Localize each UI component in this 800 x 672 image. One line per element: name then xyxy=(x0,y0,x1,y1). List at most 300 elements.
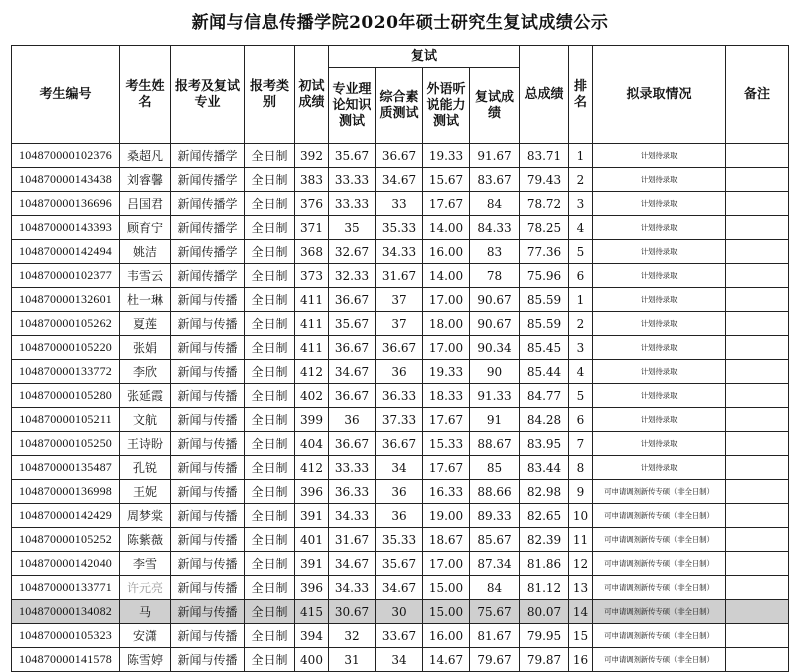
header-lang: 外语听说能力测试 xyxy=(423,68,470,144)
admission-status-cell: 计划待录取 xyxy=(593,264,726,288)
study-type-cell: 全日制 xyxy=(245,600,295,624)
admission-status-cell: 计划待录取 xyxy=(593,456,726,480)
table-row xyxy=(12,288,789,312)
language-test-score-cell: 17.00 xyxy=(423,552,470,576)
student-id-cell: 104870000105211 xyxy=(12,408,120,432)
note-cell xyxy=(726,216,789,240)
study-type-cell: 全日制 xyxy=(245,480,295,504)
note-cell xyxy=(726,456,789,480)
rank-cell: 11 xyxy=(569,528,593,552)
retest-score-cell: 91 xyxy=(470,408,520,432)
admission-status-cell: 可申请调剂新传专硕（非全日制） xyxy=(593,480,726,504)
table-row xyxy=(12,264,789,288)
initial-score-cell: 396 xyxy=(295,480,329,504)
study-type-cell: 全日制 xyxy=(245,576,295,600)
table-row xyxy=(12,648,789,672)
retest-score-cell: 90.67 xyxy=(470,312,520,336)
student-name-cell: 许元亮 xyxy=(120,576,171,600)
initial-score-cell: 373 xyxy=(295,264,329,288)
major-cell: 新闻与传播 xyxy=(171,504,245,528)
study-type-cell: 全日制 xyxy=(245,456,295,480)
note-cell xyxy=(726,240,789,264)
total-score-cell: 85.45 xyxy=(520,336,569,360)
professional-test-score-cell: 36.33 xyxy=(329,480,376,504)
student-id-cell: 104870000142494 xyxy=(12,240,120,264)
total-score-cell: 81.12 xyxy=(520,576,569,600)
language-test-score-cell: 16.00 xyxy=(423,624,470,648)
initial-score-cell: 400 xyxy=(295,648,329,672)
header-total: 总成绩 xyxy=(520,46,569,144)
table-row xyxy=(12,216,789,240)
language-test-score-cell: 18.33 xyxy=(423,384,470,408)
note-cell xyxy=(726,552,789,576)
comprehensive-test-score-cell: 35.33 xyxy=(376,216,423,240)
header-id: 考生编号 xyxy=(12,46,120,144)
student-name-cell: 杜一琳 xyxy=(120,288,171,312)
professional-test-score-cell: 30.67 xyxy=(329,600,376,624)
note-cell xyxy=(726,480,789,504)
comprehensive-test-score-cell: 30 xyxy=(376,600,423,624)
study-type-cell: 全日制 xyxy=(245,264,295,288)
major-cell: 新闻与传播 xyxy=(171,312,245,336)
major-cell: 新闻传播学 xyxy=(171,264,245,288)
student-name-cell: 夏莲 xyxy=(120,312,171,336)
total-score-cell: 79.87 xyxy=(520,648,569,672)
comprehensive-test-score-cell: 34.33 xyxy=(376,240,423,264)
initial-score-cell: 402 xyxy=(295,384,329,408)
rank-cell: 4 xyxy=(569,216,593,240)
total-score-cell: 77.36 xyxy=(520,240,569,264)
note-cell xyxy=(726,576,789,600)
rank-cell: 15 xyxy=(569,624,593,648)
rank-cell: 6 xyxy=(569,408,593,432)
professional-test-score-cell: 31 xyxy=(329,648,376,672)
initial-score-cell: 371 xyxy=(295,216,329,240)
initial-score-cell: 399 xyxy=(295,408,329,432)
initial-score-cell: 368 xyxy=(295,240,329,264)
major-cell: 新闻传播学 xyxy=(171,240,245,264)
language-test-score-cell: 17.00 xyxy=(423,288,470,312)
total-score-cell: 83.95 xyxy=(520,432,569,456)
total-score-cell: 84.28 xyxy=(520,408,569,432)
rank-cell: 1 xyxy=(569,288,593,312)
comprehensive-test-score-cell: 33 xyxy=(376,192,423,216)
admission-status-cell: 计划待录取 xyxy=(593,408,726,432)
retest-score-cell: 84 xyxy=(470,192,520,216)
student-name-cell: 安潇 xyxy=(120,624,171,648)
admission-status-cell: 可申请调剂新传专硕（非全日制） xyxy=(593,552,726,576)
header-plan: 拟录取情况 xyxy=(593,46,726,144)
admission-status-cell: 计划待录取 xyxy=(593,240,726,264)
professional-test-score-cell: 33.33 xyxy=(329,456,376,480)
student-id-cell: 104870000143393 xyxy=(12,216,120,240)
comprehensive-test-score-cell: 34 xyxy=(376,648,423,672)
retest-score-cell: 85.67 xyxy=(470,528,520,552)
retest-score-cell: 90 xyxy=(470,360,520,384)
admission-status-cell: 计划待录取 xyxy=(593,432,726,456)
major-cell: 新闻与传播 xyxy=(171,432,245,456)
note-cell xyxy=(726,384,789,408)
admission-status-cell: 计划待录取 xyxy=(593,144,726,168)
study-type-cell: 全日制 xyxy=(245,384,295,408)
professional-test-score-cell: 35.67 xyxy=(329,144,376,168)
table-row xyxy=(12,552,789,576)
table-row xyxy=(12,576,789,600)
note-cell xyxy=(726,624,789,648)
student-id-cell: 104870000142429 xyxy=(12,504,120,528)
retest-score-cell: 83 xyxy=(470,240,520,264)
study-type-cell: 全日制 xyxy=(245,312,295,336)
professional-test-score-cell: 36.67 xyxy=(329,384,376,408)
admission-status-cell: 计划待录取 xyxy=(593,216,726,240)
initial-score-cell: 404 xyxy=(295,432,329,456)
note-cell xyxy=(726,360,789,384)
retest-score-cell: 81.67 xyxy=(470,624,520,648)
retest-score-cell: 79.67 xyxy=(470,648,520,672)
major-cell: 新闻与传播 xyxy=(171,360,245,384)
professional-test-score-cell: 36.67 xyxy=(329,288,376,312)
comprehensive-test-score-cell: 37 xyxy=(376,312,423,336)
admission-status-cell: 计划待录取 xyxy=(593,168,726,192)
retest-score-cell: 91.67 xyxy=(470,144,520,168)
student-name-cell: 陈紫薇 xyxy=(120,528,171,552)
note-cell xyxy=(726,288,789,312)
major-cell: 新闻与传播 xyxy=(171,624,245,648)
comprehensive-test-score-cell: 36.67 xyxy=(376,144,423,168)
student-id-cell: 104870000142040 xyxy=(12,552,120,576)
professional-test-score-cell: 35.67 xyxy=(329,312,376,336)
initial-score-cell: 411 xyxy=(295,288,329,312)
note-cell xyxy=(726,264,789,288)
major-cell: 新闻与传播 xyxy=(171,528,245,552)
language-test-score-cell: 19.33 xyxy=(423,144,470,168)
table-row xyxy=(12,432,789,456)
retest-score-cell: 91.33 xyxy=(470,384,520,408)
header-type: 报考类别 xyxy=(245,46,295,144)
table-row xyxy=(12,312,789,336)
header-name: 考生姓名 xyxy=(120,46,171,144)
total-score-cell: 85.59 xyxy=(520,312,569,336)
comprehensive-test-score-cell: 36.33 xyxy=(376,384,423,408)
major-cell: 新闻与传播 xyxy=(171,480,245,504)
comprehensive-test-score-cell: 34.67 xyxy=(376,576,423,600)
note-cell xyxy=(726,168,789,192)
student-id-cell: 104870000105323 xyxy=(12,624,120,648)
student-id-cell: 104870000133772 xyxy=(12,360,120,384)
retest-score-cell: 90.67 xyxy=(470,288,520,312)
rank-cell: 13 xyxy=(569,576,593,600)
language-test-score-cell: 18.67 xyxy=(423,528,470,552)
rank-cell: 10 xyxy=(569,504,593,528)
comprehensive-test-score-cell: 36 xyxy=(376,360,423,384)
retest-score-cell: 89.33 xyxy=(470,504,520,528)
retest-score-cell: 78 xyxy=(470,264,520,288)
study-type-cell: 全日制 xyxy=(245,240,295,264)
student-id-cell: 104870000141578 xyxy=(12,648,120,672)
table-row xyxy=(12,240,789,264)
major-cell: 新闻与传播 xyxy=(171,648,245,672)
comprehensive-test-score-cell: 36.67 xyxy=(376,432,423,456)
language-test-score-cell: 17.00 xyxy=(423,336,470,360)
table-row xyxy=(12,168,789,192)
student-name-cell: 李雪 xyxy=(120,552,171,576)
table-row xyxy=(12,192,789,216)
major-cell: 新闻与传播 xyxy=(171,384,245,408)
major-cell: 新闻传播学 xyxy=(171,168,245,192)
total-score-cell: 79.43 xyxy=(520,168,569,192)
header-prof: 专业理论知识测试 xyxy=(329,68,376,144)
table-row xyxy=(12,600,789,624)
study-type-cell: 全日制 xyxy=(245,528,295,552)
study-type-cell: 全日制 xyxy=(245,360,295,384)
language-test-score-cell: 16.33 xyxy=(423,480,470,504)
retest-score-cell: 85 xyxy=(470,456,520,480)
admission-status-cell: 计划待录取 xyxy=(593,336,726,360)
student-name-cell: 姚洁 xyxy=(120,240,171,264)
admission-status-cell: 计划待录取 xyxy=(593,192,726,216)
initial-score-cell: 401 xyxy=(295,528,329,552)
total-score-cell: 83.44 xyxy=(520,456,569,480)
student-name-cell: 孔锐 xyxy=(120,456,171,480)
student-id-cell: 104870000105250 xyxy=(12,432,120,456)
table-row xyxy=(12,384,789,408)
professional-test-score-cell: 32.67 xyxy=(329,240,376,264)
retest-score-cell: 87.34 xyxy=(470,552,520,576)
professional-test-score-cell: 36.67 xyxy=(329,432,376,456)
student-name-cell: 文航 xyxy=(120,408,171,432)
study-type-cell: 全日制 xyxy=(245,504,295,528)
language-test-score-cell: 17.67 xyxy=(423,456,470,480)
admission-status-cell: 计划待录取 xyxy=(593,360,726,384)
header-retest: 复试成绩 xyxy=(470,68,520,144)
table-row xyxy=(12,408,789,432)
language-test-score-cell: 17.67 xyxy=(423,192,470,216)
major-cell: 新闻与传播 xyxy=(171,288,245,312)
major-cell: 新闻与传播 xyxy=(171,336,245,360)
total-score-cell: 79.95 xyxy=(520,624,569,648)
admission-status-cell: 可申请调剂新传专硕（非全日制） xyxy=(593,648,726,672)
major-cell: 新闻与传播 xyxy=(171,456,245,480)
professional-test-score-cell: 36.67 xyxy=(329,336,376,360)
admission-status-cell: 可申请调剂新传专硕（非全日制） xyxy=(593,624,726,648)
language-test-score-cell: 14.67 xyxy=(423,648,470,672)
study-type-cell: 全日制 xyxy=(245,192,295,216)
note-cell xyxy=(726,312,789,336)
student-name-cell: 马 xyxy=(120,600,171,624)
rank-cell: 4 xyxy=(569,360,593,384)
study-type-cell: 全日制 xyxy=(245,408,295,432)
header-major: 报考及复试专业 xyxy=(171,46,245,144)
student-id-cell: 104870000105262 xyxy=(12,312,120,336)
student-name-cell: 张娟 xyxy=(120,336,171,360)
comprehensive-test-score-cell: 35.67 xyxy=(376,552,423,576)
professional-test-score-cell: 35 xyxy=(329,216,376,240)
major-cell: 新闻传播学 xyxy=(171,216,245,240)
note-cell xyxy=(726,504,789,528)
major-cell: 新闻与传播 xyxy=(171,600,245,624)
initial-score-cell: 412 xyxy=(295,360,329,384)
student-id-cell: 104870000102376 xyxy=(12,144,120,168)
student-name-cell: 王诗盼 xyxy=(120,432,171,456)
professional-test-score-cell: 36 xyxy=(329,408,376,432)
retest-score-cell: 88.67 xyxy=(470,432,520,456)
header-initial: 初试成绩 xyxy=(295,46,329,144)
student-name-cell: 吕国君 xyxy=(120,192,171,216)
rank-cell: 7 xyxy=(569,432,593,456)
admission-status-cell: 计划待录取 xyxy=(593,384,726,408)
retest-score-cell: 75.67 xyxy=(470,600,520,624)
initial-score-cell: 411 xyxy=(295,336,329,360)
comprehensive-test-score-cell: 31.67 xyxy=(376,264,423,288)
header-note: 备注 xyxy=(726,46,789,144)
comprehensive-test-score-cell: 34 xyxy=(376,456,423,480)
total-score-cell: 85.59 xyxy=(520,288,569,312)
table-row xyxy=(12,456,789,480)
language-test-score-cell: 18.00 xyxy=(423,312,470,336)
admission-status-cell: 计划待录取 xyxy=(593,312,726,336)
rank-cell: 5 xyxy=(569,384,593,408)
professional-test-score-cell: 33.33 xyxy=(329,192,376,216)
language-test-score-cell: 15.00 xyxy=(423,576,470,600)
header-rank: 排名 xyxy=(569,46,593,144)
study-type-cell: 全日制 xyxy=(245,648,295,672)
student-id-cell: 104870000105252 xyxy=(12,528,120,552)
table-row xyxy=(12,504,789,528)
professional-test-score-cell: 32 xyxy=(329,624,376,648)
total-score-cell: 85.44 xyxy=(520,360,569,384)
student-name-cell: 周梦棠 xyxy=(120,504,171,528)
comprehensive-test-score-cell: 37.33 xyxy=(376,408,423,432)
study-type-cell: 全日制 xyxy=(245,168,295,192)
note-cell xyxy=(726,408,789,432)
note-cell xyxy=(726,600,789,624)
study-type-cell: 全日制 xyxy=(245,288,295,312)
total-score-cell: 75.96 xyxy=(520,264,569,288)
student-name-cell: 顾育宁 xyxy=(120,216,171,240)
table-row xyxy=(12,360,789,384)
rank-cell: 16 xyxy=(569,648,593,672)
major-cell: 新闻传播学 xyxy=(171,144,245,168)
total-score-cell: 80.07 xyxy=(520,600,569,624)
retest-score-cell: 84 xyxy=(470,576,520,600)
rank-cell: 2 xyxy=(569,312,593,336)
language-test-score-cell: 16.00 xyxy=(423,240,470,264)
initial-score-cell: 412 xyxy=(295,456,329,480)
initial-score-cell: 391 xyxy=(295,552,329,576)
language-test-score-cell: 17.67 xyxy=(423,408,470,432)
total-score-cell: 78.25 xyxy=(520,216,569,240)
student-name-cell: 王妮 xyxy=(120,480,171,504)
language-test-score-cell: 19.00 xyxy=(423,504,470,528)
student-name-cell: 韦雪云 xyxy=(120,264,171,288)
professional-test-score-cell: 34.67 xyxy=(329,552,376,576)
major-cell: 新闻与传播 xyxy=(171,576,245,600)
language-test-score-cell: 14.00 xyxy=(423,216,470,240)
student-id-cell: 104870000135487 xyxy=(12,456,120,480)
initial-score-cell: 383 xyxy=(295,168,329,192)
student-name-cell: 刘睿馨 xyxy=(120,168,171,192)
language-test-score-cell: 19.33 xyxy=(423,360,470,384)
rank-cell: 3 xyxy=(569,192,593,216)
student-name-cell: 陈雪婷 xyxy=(120,648,171,672)
header-comp: 综合素质测试 xyxy=(376,68,423,144)
note-cell xyxy=(726,432,789,456)
total-score-cell: 82.65 xyxy=(520,504,569,528)
table-row xyxy=(12,480,789,504)
student-id-cell: 104870000143438 xyxy=(12,168,120,192)
study-type-cell: 全日制 xyxy=(245,216,295,240)
professional-test-score-cell: 34.67 xyxy=(329,360,376,384)
study-type-cell: 全日制 xyxy=(245,336,295,360)
comprehensive-test-score-cell: 37 xyxy=(376,288,423,312)
note-cell xyxy=(726,336,789,360)
initial-score-cell: 396 xyxy=(295,576,329,600)
student-id-cell: 104870000136696 xyxy=(12,192,120,216)
student-id-cell: 104870000105220 xyxy=(12,336,120,360)
rank-cell: 6 xyxy=(569,264,593,288)
total-score-cell: 82.98 xyxy=(520,480,569,504)
comprehensive-test-score-cell: 34.67 xyxy=(376,168,423,192)
note-cell xyxy=(726,648,789,672)
rank-cell: 5 xyxy=(569,240,593,264)
comprehensive-test-score-cell: 36 xyxy=(376,480,423,504)
language-test-score-cell: 15.33 xyxy=(423,432,470,456)
study-type-cell: 全日制 xyxy=(245,432,295,456)
admission-status-cell: 可申请调剂新传专硕（非全日制） xyxy=(593,528,726,552)
study-type-cell: 全日制 xyxy=(245,144,295,168)
table-row xyxy=(12,528,789,552)
language-test-score-cell: 14.00 xyxy=(423,264,470,288)
initial-score-cell: 391 xyxy=(295,504,329,528)
admission-status-cell: 计划待录取 xyxy=(593,288,726,312)
language-test-score-cell: 15.67 xyxy=(423,168,470,192)
total-score-cell: 78.72 xyxy=(520,192,569,216)
note-cell xyxy=(726,144,789,168)
total-score-cell: 82.39 xyxy=(520,528,569,552)
professional-test-score-cell: 32.33 xyxy=(329,264,376,288)
total-score-cell: 81.86 xyxy=(520,552,569,576)
admission-status-cell: 可申请调剂新传专硕（非全日制） xyxy=(593,504,726,528)
professional-test-score-cell: 31.67 xyxy=(329,528,376,552)
rank-cell: 12 xyxy=(569,552,593,576)
rank-cell: 9 xyxy=(569,480,593,504)
student-id-cell: 104870000102377 xyxy=(12,264,120,288)
major-cell: 新闻与传播 xyxy=(171,408,245,432)
rank-cell: 8 xyxy=(569,456,593,480)
student-name-cell: 桑超凡 xyxy=(120,144,171,168)
admission-status-cell: 可申请调剂新传专硕（非全日制） xyxy=(593,576,726,600)
comprehensive-test-score-cell: 36.67 xyxy=(376,336,423,360)
professional-test-score-cell: 34.33 xyxy=(329,504,376,528)
rank-cell: 2 xyxy=(569,168,593,192)
comprehensive-test-score-cell: 33.67 xyxy=(376,624,423,648)
rank-cell: 3 xyxy=(569,336,593,360)
student-id-cell: 104870000133771 xyxy=(12,576,120,600)
study-type-cell: 全日制 xyxy=(245,624,295,648)
student-name-cell: 张延霞 xyxy=(120,384,171,408)
table-row xyxy=(12,336,789,360)
admission-status-cell: 可申请调剂新传专硕（非全日制） xyxy=(593,600,726,624)
study-type-cell: 全日制 xyxy=(245,552,295,576)
page-title: 新闻与信息传播学院2020年硕士研究生复试成绩公示 xyxy=(191,13,609,33)
score-table xyxy=(11,45,789,672)
note-cell xyxy=(726,192,789,216)
student-name-cell: 李欣 xyxy=(120,360,171,384)
professional-test-score-cell: 33.33 xyxy=(329,168,376,192)
professional-test-score-cell: 34.33 xyxy=(329,576,376,600)
note-cell xyxy=(726,528,789,552)
header-retest-group: 复试 xyxy=(329,46,520,68)
